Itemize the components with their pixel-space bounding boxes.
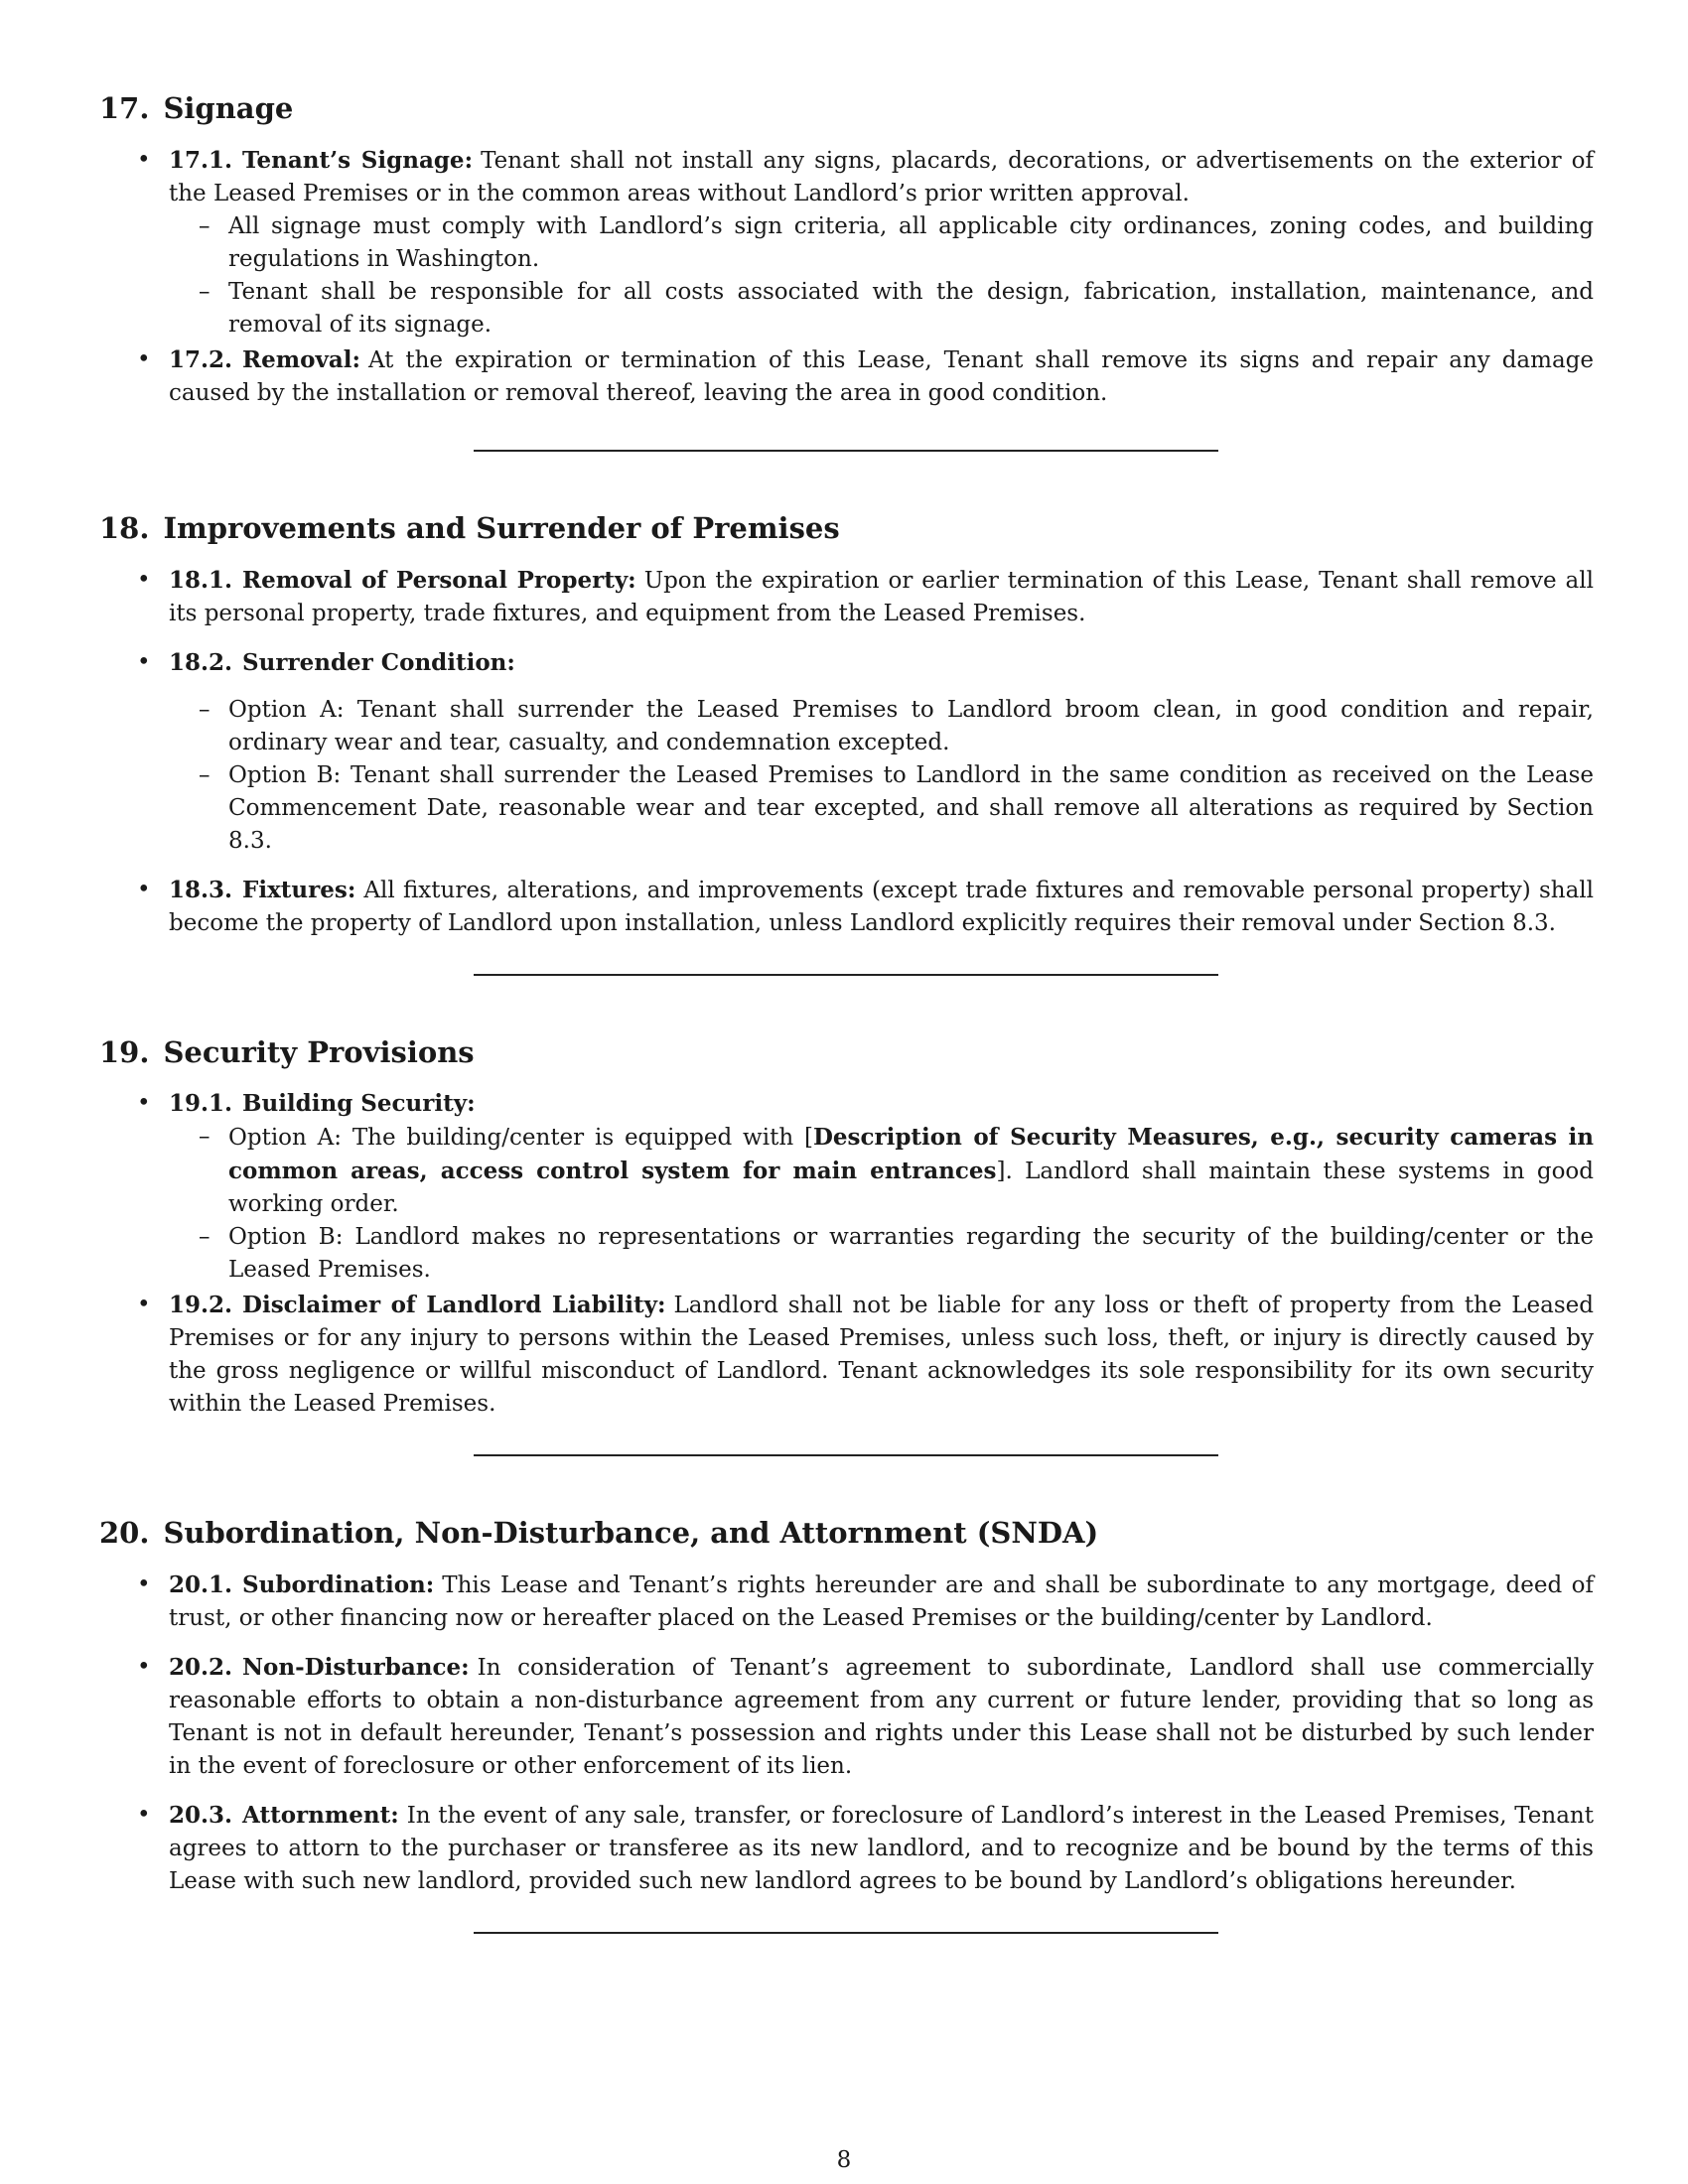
section-heading [99,511,1594,546]
sub-clause: – Tenant shall be responsible for all costs associated with the design, fabrication, installation, maintenance, and removal of its signage. [169,276,1594,341]
sub-clause-option-a [169,1121,1594,1221]
clause-number: 17.1. [169,146,233,174]
clause-18-2 [99,646,1594,858]
section-heading [99,1035,1594,1070]
clause-text: Tenant shall not install any signs, placards, decorations, or advertisements on the exterior of the Leased Premises or in the common areas without Landlord’s prior written approval. [169,147,1594,206]
clause-list [99,1087,1594,1421]
clause-title: Attornment: [242,1802,399,1830]
sub-clause: – All signage must comply with Landlord’s sign criteria, all applicable city ordinances, zoning codes, and building regulations in Washington. [169,210,1594,276]
clause-text: This Lease and Tenant’s rights hereunder are and shall be subordinate to any mortgage, deed of trust, or other financing now or hereafter placed on the Leased Premises or the building/center by Landlord. [169,1572,1594,1632]
clause-text: In the event of any sale, transfer, or foreclosure of Landlord’s interest in the Leased Premises, Tenant agrees to attorn to the purchaser or transferee as its new landlord, and to recognize and be bound by the terms of this Lease with such new landlord, provided such new landlord agrees to be bound by Landlord’s obligations hereunder. [169,1803,1594,1895]
clause-number: 19.1. [169,1090,233,1118]
section-20 [99,1516,1594,1934]
section-heading [99,91,1594,126]
sub-clause-option-b: – Option B: Landlord makes no representations or warranties regarding the security of the building/center or the Leased Premises. [169,1221,1594,1287]
clause-title: Removal of Personal Property: [242,566,636,594]
sub-clause-list [169,210,1594,341]
section-18 [99,511,1594,976]
sub-clause-list [169,1121,1594,1287]
clause-18-3 [99,874,1594,940]
section-divider [474,974,1218,976]
clause-title: Tenant’s Signage: [242,146,474,174]
clause-title: Building Security: [242,1090,476,1118]
clause-number: 20.2. [169,1654,233,1682]
clause-title: Fixtures: [242,876,356,903]
document-page [99,91,1594,1993]
clause-list [99,144,1594,410]
clause-text: At the expiration or termination of this Lease, Tenant shall remove its signs and repair any damage caused by the installation or removal thereof, leaving the area in good condition. [169,346,1594,406]
section-number: 17. [99,91,150,125]
section-title: Improvements and Surrender of Premises [163,510,840,545]
clause-number: 18.1. [169,566,233,594]
clause-20-1 [99,1569,1594,1635]
security-measures-placeholder: Description of Security Measures, e.g., security cameras in common areas, access control system for main entrances [228,1124,1595,1185]
clause-text: In consideration of Tenant’s agreement to subordinate, Landlord shall use commercially reasonable efforts to obtain a non-disturbance agreement from any current or future lender, providing that so long as Tenant is not in default hereunder, Tenant’s possession and rights under this Lease shall not be disturbed by such lender in the event of foreclosure or other enforcement of its lien. [169,1655,1594,1780]
section-number: 20. [99,1516,150,1551]
section-19 [99,1035,1594,1457]
section-title: Security Provisions [163,1034,475,1069]
page-number: 8 [836,2147,852,2173]
clause-title: Non-Disturbance: [242,1654,470,1682]
sub-clause-list [169,694,1594,858]
clause-title: Subordination: [242,1571,435,1599]
section-heading [99,1516,1594,1551]
section-divider [474,1454,1218,1456]
clause-text: Upon the expiration or earlier termination of this Lease, Tenant shall remove all its personal property, trade fixtures, and equipment from the Leased Premises. [169,567,1594,626]
clause-title: Surrender Condition: [242,648,515,676]
clause-number: 20.3. [169,1802,233,1830]
sub-clause: – Option A: Tenant shall surrender the Leased Premises to Landlord broom clean, in good condition and repair, ordinary wear and tear, casualty, and condemnation excepted. [169,694,1594,759]
section-divider [474,450,1218,452]
clause-17-2 [99,343,1594,410]
option-a-prefix: Option A: The building/center is equipped with [ [228,1125,813,1152]
section-number: 18. [99,510,150,545]
clause-17-1 [99,144,1594,341]
clause-20-3 [99,1799,1594,1898]
clause-list [99,564,1594,940]
clause-text: Landlord shall not be liable for any loss or theft of property from the Leased Premises or for any injury to persons within the Leased Premises, unless such loss, theft, or injury is directly caused by the gross negligence or willful misconduct of Landlord. Tenant acknowledges its sole responsibility for its own security within the Leased Premises. [169,1293,1594,1418]
section-title: Subordination, Non-Disturbance, and Attornment (SNDA) [163,1516,1099,1551]
sub-clause: – Option B: Tenant shall surrender the Leased Premises to Landlord in the same condition as received on the Lease Commencement Date, reasonable wear and tear excepted, and shall remove all alterations as required by Section 8.3. [169,759,1594,858]
section-divider [474,1932,1218,1934]
clause-text: All fixtures, alterations, and improvements (except trade fixtures and removable personal property) shall become the property of Landlord upon installation, unless Landlord explicitly requires their removal under Section 8.3. [169,877,1594,936]
clause-title: Removal: [242,345,360,373]
clause-number: 19.2. [169,1292,233,1319]
clause-20-2 [99,1651,1594,1783]
clause-number: 17.2. [169,345,233,373]
clause-number: 18.2. [169,648,233,676]
clause-18-1 [99,564,1594,630]
clause-19-2 [99,1289,1594,1421]
clause-list [99,1569,1594,1898]
section-17 [99,91,1594,452]
section-number: 19. [99,1034,150,1069]
clause-19-1 [99,1087,1594,1287]
clause-number: 20.1. [169,1571,233,1599]
clause-title: Disclaimer of Landlord Liability: [242,1292,666,1319]
section-title: Signage [163,91,294,125]
option-a-suffix: ]. Landlord shall maintain these systems in good working order. [228,1159,1594,1218]
clause-number: 18.3. [169,876,233,903]
